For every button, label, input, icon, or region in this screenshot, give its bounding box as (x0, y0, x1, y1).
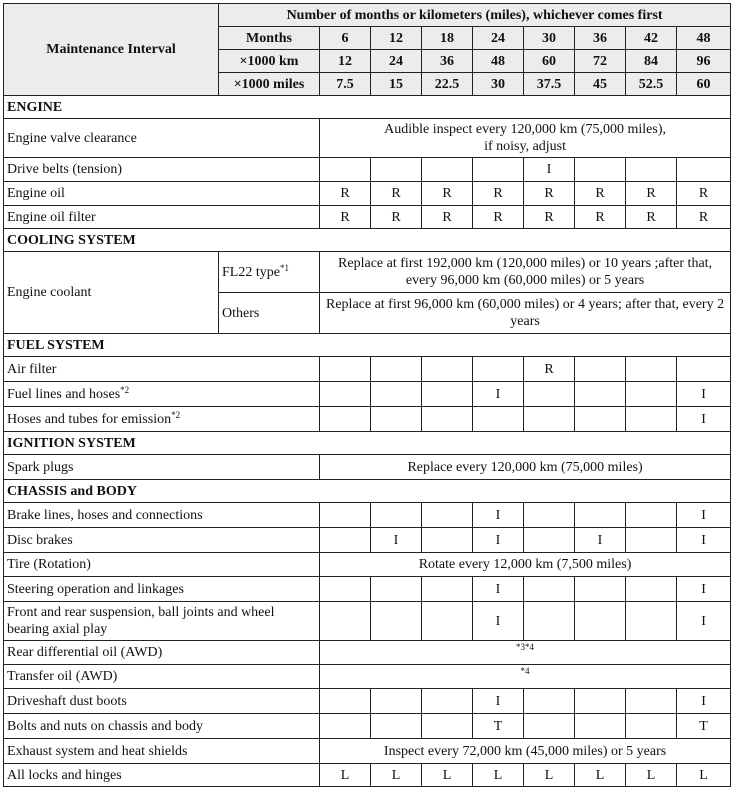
interval-cell (626, 357, 677, 382)
interval-cell: R (626, 206, 677, 229)
interval-cell: R (575, 206, 626, 229)
interval-cell (320, 357, 371, 382)
header-cell: 12 (371, 27, 422, 50)
interval-cell: R (473, 182, 524, 206)
item-label: Engine oil (4, 182, 320, 206)
header-cell: 84 (626, 50, 677, 73)
item-label: Spark plugs (4, 455, 320, 480)
table-row (4, 503, 731, 528)
interval-cell (320, 689, 371, 714)
interval-cell (422, 503, 473, 528)
item-label: Brake lines, hoses and connections (4, 503, 320, 528)
interval-cell (524, 689, 575, 714)
interval-cell (575, 689, 626, 714)
interval-cell (422, 407, 473, 432)
item-label: Air filter (4, 357, 320, 382)
interval-cell: I (473, 503, 524, 528)
interval-cell: R (677, 182, 731, 206)
item-label: Engine valve clearance (4, 119, 320, 158)
table-row (4, 602, 731, 641)
interval-cell: L (524, 764, 575, 787)
interval-cell (524, 602, 575, 641)
interval-cell (575, 382, 626, 407)
interval-cell: T (473, 714, 524, 739)
interval-cell: R (320, 182, 371, 206)
header-cell: 24 (473, 27, 524, 50)
item-label: Tire (Rotation) (4, 553, 320, 577)
interval-cell: I (677, 602, 731, 641)
header-cell: 52.5 (626, 73, 677, 96)
table-row (4, 577, 731, 602)
interval-cell (371, 689, 422, 714)
item-label: Drive belts (tension) (4, 158, 320, 182)
header-cell: 72 (575, 50, 626, 73)
interval-cell (320, 714, 371, 739)
item-label: Engine oil filter (4, 206, 320, 229)
interval-cell (371, 158, 422, 182)
table-row (4, 689, 731, 714)
interval-cell (524, 407, 575, 432)
table-row (4, 206, 731, 229)
interval-cell: I (371, 528, 422, 553)
item-label: Engine coolant (4, 252, 219, 334)
interval-cell: R (371, 182, 422, 206)
item-note: Replace at first 192,000 km (120,000 miles) or 10 years ;after that, every 96,000 km (60,000 miles) or 5 years (320, 252, 731, 293)
header-cell: 22.5 (422, 73, 473, 96)
interval-cell (371, 577, 422, 602)
interval-cell (524, 528, 575, 553)
interval-cell (371, 407, 422, 432)
interval-cell: I (677, 528, 731, 553)
coolant-type-others: Others (219, 293, 320, 334)
header-cell: 36 (575, 27, 626, 50)
coolant-type-fl22: FL22 type$^{*1}$ (219, 252, 320, 293)
item-note: Replace every 120,000 km (75,000 miles) (320, 455, 731, 480)
item-label: Hoses and tubes for emission$^{*2}$ (4, 407, 320, 432)
interval-cell (524, 382, 575, 407)
header-cell: 24 (371, 50, 422, 73)
interval-cell: I (473, 689, 524, 714)
interval-cell (473, 158, 524, 182)
interval-cell: L (575, 764, 626, 787)
interval-cell (422, 714, 473, 739)
interval-cell (422, 158, 473, 182)
interval-cell (575, 577, 626, 602)
section-chassis: CHASSIS and BODY (4, 480, 731, 503)
header-cell: 30 (524, 27, 575, 50)
interval-cell: I (524, 158, 575, 182)
interval-cell (422, 357, 473, 382)
interval-cell: I (677, 503, 731, 528)
header-cell: 15 (371, 73, 422, 96)
header-cell: 37.5 (524, 73, 575, 96)
header-cell: 7.5 (320, 73, 371, 96)
interval-cell: I (473, 602, 524, 641)
interval-cell: L (677, 764, 731, 787)
interval-cell (626, 382, 677, 407)
section-cooling: COOLING SYSTEM (4, 229, 731, 252)
interval-cell: I (677, 407, 731, 432)
item-note: Replace at first 96,000 km (60,000 miles) or 4 years; after that, every 2 years (320, 293, 731, 334)
footnote-ref: *3*4 (320, 641, 731, 665)
header-cell: 42 (626, 27, 677, 50)
table-row (4, 357, 731, 382)
interval-cell (422, 689, 473, 714)
item-note: Audible inspect every 120,000 km (75,000 miles), if noisy, adjust (320, 119, 731, 158)
interval-cell (524, 577, 575, 602)
interval-cell (422, 382, 473, 407)
interval-cell (626, 158, 677, 182)
interval-cell (575, 158, 626, 182)
interval-cell: I (677, 577, 731, 602)
interval-cell: L (320, 764, 371, 787)
interval-cell (626, 503, 677, 528)
maintenance-interval-header: Maintenance Interval (4, 4, 219, 96)
interval-cell: R (422, 182, 473, 206)
interval-cell (626, 407, 677, 432)
interval-cell (320, 382, 371, 407)
section-engine: ENGINE (4, 96, 731, 119)
interval-cell (677, 357, 731, 382)
item-label: Front and rear suspension, ball joints and wheel bearing axial play (4, 602, 320, 641)
interval-cell (575, 357, 626, 382)
interval-cell: L (371, 764, 422, 787)
miles-label: ×1000 miles (219, 73, 320, 96)
interval-cell: R (677, 206, 731, 229)
item-label: Bolts and nuts on chassis and body (4, 714, 320, 739)
table-row (4, 252, 731, 293)
interval-cell (422, 602, 473, 641)
interval-cell (575, 503, 626, 528)
table-row (4, 455, 731, 480)
table-row (4, 382, 731, 407)
section-fuel: FUEL SYSTEM (4, 334, 731, 357)
interval-cell (371, 503, 422, 528)
item-label: Transfer oil (AWD) (4, 665, 320, 689)
interval-cell: L (473, 764, 524, 787)
interval-cell: I (473, 577, 524, 602)
item-note: Inspect every 72,000 km (45,000 miles) or 5 years (320, 739, 731, 764)
item-label: Fuel lines and hoses$^{*2}$ (4, 382, 320, 407)
header-cell: 18 (422, 27, 473, 50)
table-row (4, 764, 731, 787)
interval-cell (524, 714, 575, 739)
interval-cell (626, 602, 677, 641)
interval-cell: I (473, 528, 524, 553)
table-row (4, 553, 731, 577)
interval-cell: R (626, 182, 677, 206)
header-cell: 45 (575, 73, 626, 96)
maintenance-schedule-table (3, 3, 731, 787)
interval-cell (320, 407, 371, 432)
table-row (4, 665, 731, 689)
interval-cell: I (575, 528, 626, 553)
interval-cell: R (320, 206, 371, 229)
table-row (4, 182, 731, 206)
interval-cell: T (677, 714, 731, 739)
interval-cell: I (677, 382, 731, 407)
interval-cell (371, 714, 422, 739)
interval-cell (677, 158, 731, 182)
interval-cell (320, 577, 371, 602)
interval-cell: R (524, 182, 575, 206)
interval-cell: R (371, 206, 422, 229)
interval-cell: R (422, 206, 473, 229)
table-row (4, 158, 731, 182)
interval-cell (422, 577, 473, 602)
header-cell: 12 (320, 50, 371, 73)
interval-cell: L (422, 764, 473, 787)
interval-cell (575, 407, 626, 432)
interval-cell: L (626, 764, 677, 787)
interval-cell (575, 714, 626, 739)
interval-span-header: Number of months or kilometers (miles), whichever comes first (219, 4, 731, 27)
table-row (4, 407, 731, 432)
interval-cell (320, 528, 371, 553)
footnote-ref: *4 (320, 665, 731, 689)
header-cell: 48 (473, 50, 524, 73)
item-label: Steering operation and linkages (4, 577, 320, 602)
interval-cell: I (473, 382, 524, 407)
table-row (4, 739, 731, 764)
item-label: Disc brakes (4, 528, 320, 553)
header-cell: 30 (473, 73, 524, 96)
interval-cell (473, 407, 524, 432)
interval-cell (626, 689, 677, 714)
item-label: Driveshaft dust boots (4, 689, 320, 714)
interval-cell (320, 503, 371, 528)
table-row (4, 641, 731, 665)
interval-cell (626, 528, 677, 553)
interval-cell: I (677, 689, 731, 714)
interval-cell (371, 602, 422, 641)
item-label: All locks and hinges (4, 764, 320, 787)
item-label: Exhaust system and heat shields (4, 739, 320, 764)
header-cell: 48 (677, 27, 731, 50)
interval-cell (371, 357, 422, 382)
header-cell: 60 (677, 73, 731, 96)
interval-cell (371, 382, 422, 407)
interval-cell (320, 602, 371, 641)
interval-cell (575, 602, 626, 641)
interval-cell (626, 714, 677, 739)
table-row (4, 119, 731, 158)
interval-cell (626, 577, 677, 602)
header-cell: 96 (677, 50, 731, 73)
table-row (4, 714, 731, 739)
interval-cell: R (524, 357, 575, 382)
table-row (4, 528, 731, 553)
interval-cell: R (524, 206, 575, 229)
interval-cell (524, 503, 575, 528)
item-label: Rear differential oil (AWD) (4, 641, 320, 665)
months-label: Months (219, 27, 320, 50)
interval-cell: R (575, 182, 626, 206)
item-note: Rotate every 12,000 km (7,500 miles) (320, 553, 731, 577)
interval-cell (473, 357, 524, 382)
section-ignition: IGNITION SYSTEM (4, 432, 731, 455)
interval-cell (320, 158, 371, 182)
header-cell: 36 (422, 50, 473, 73)
header-cell: 60 (524, 50, 575, 73)
header-cell: 6 (320, 27, 371, 50)
km-label: ×1000 km (219, 50, 320, 73)
interval-cell (422, 528, 473, 553)
interval-cell: R (473, 206, 524, 229)
